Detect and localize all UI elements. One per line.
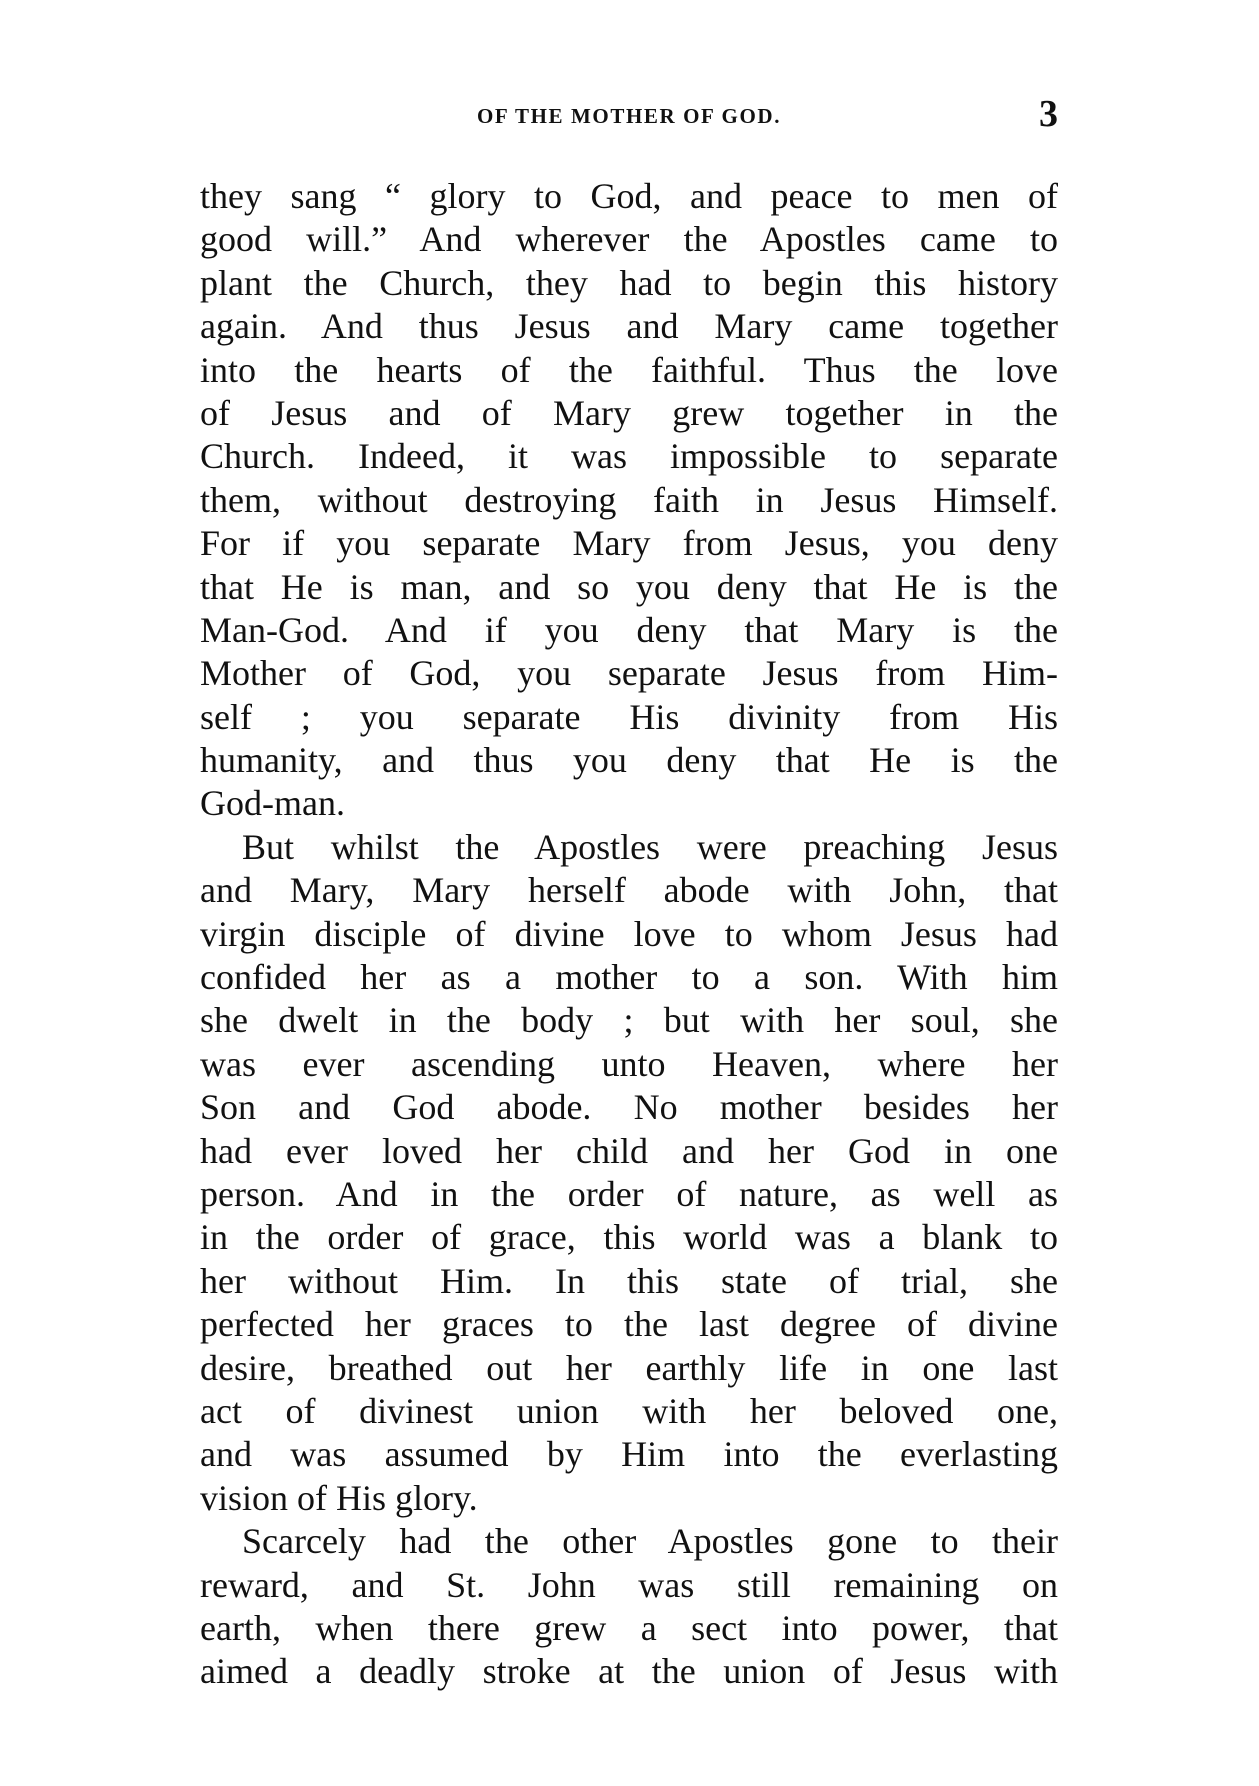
text-line: of Jesus and of Mary grew together in the (200, 392, 1058, 433)
text-line: act of divinest union with her beloved one, (200, 1390, 1058, 1431)
text-line: Church. Indeed, it was impossible to separate (200, 436, 1058, 477)
body-text (200, 175, 1058, 1694)
text-line: perfected her graces to the last degree of divine (200, 1304, 1058, 1345)
text-line: reward, and St. John was still remaining on (200, 1564, 1058, 1605)
text-line: humanity, and thus you deny that He is the (200, 740, 1058, 781)
text-line: God-man. (200, 783, 345, 824)
text-line: virgin disciple of divine love to whom Jesus had (200, 913, 1058, 954)
text-line: and Mary, Mary herself abode with John, that (200, 870, 1058, 911)
text-line: she dwelt in the body ; but with her soul, she (200, 1000, 1058, 1041)
text-line: Man-God. And if you deny that Mary is the (200, 609, 1058, 650)
page-number: 3 (1039, 93, 1058, 135)
paragraph-1 (200, 175, 1058, 826)
text-line: Scarcely had the other Apostles gone to their (242, 1521, 1058, 1562)
text-line: person. And in the order of nature, as well as (200, 1173, 1058, 1214)
text-line: plant the Church, they had to begin this history (200, 262, 1058, 303)
paragraph-2 (200, 826, 1058, 1520)
text-line: into the hearts of the faithful. Thus the love (200, 349, 1058, 390)
running-head (200, 92, 1058, 142)
text-line: But whilst the Apostles were preaching Jesus (242, 826, 1058, 867)
text-line: Mother of God, you separate Jesus from Him- (200, 653, 1058, 694)
text-line: self ; you separate His divinity from His (200, 696, 1058, 737)
text-line: that He is man, and so you deny that He is the (200, 566, 1058, 607)
text-line: aimed a deadly stroke at the union of Jesus with (200, 1651, 1058, 1692)
paragraph-3 (200, 1520, 1058, 1694)
text-line: her without Him. In this state of trial, she (200, 1260, 1058, 1301)
text-line: good will.” And wherever the Apostles came to (200, 219, 1058, 260)
running-title: OF THE MOTHER OF GOD. (476, 104, 782, 128)
text-line: vision of His glory. (200, 1477, 478, 1518)
text-line: them, without destroying faith in Jesus Himself. (200, 479, 1058, 520)
text-line: they sang “ glory to God, and peace to men of (200, 176, 1058, 216)
text-line: had ever loved her child and her God in one (200, 1130, 1058, 1171)
text-line: Son and God abode. No mother besides her (200, 1087, 1058, 1128)
text-line: desire, breathed out her earthly life in one last (200, 1347, 1058, 1388)
text-line: and was assumed by Him into the everlasting (200, 1434, 1058, 1475)
text-line: in the order of grace, this world was a blank to (200, 1217, 1058, 1258)
text-line: was ever ascending unto Heaven, where her (200, 1043, 1058, 1084)
text-line: again. And thus Jesus and Mary came together (200, 306, 1058, 347)
text-line: confided her as a mother to a son. With him (200, 957, 1058, 998)
text-line: For if you separate Mary from Jesus, you deny (200, 523, 1058, 564)
text-line: earth, when there grew a sect into power, that (200, 1607, 1058, 1648)
